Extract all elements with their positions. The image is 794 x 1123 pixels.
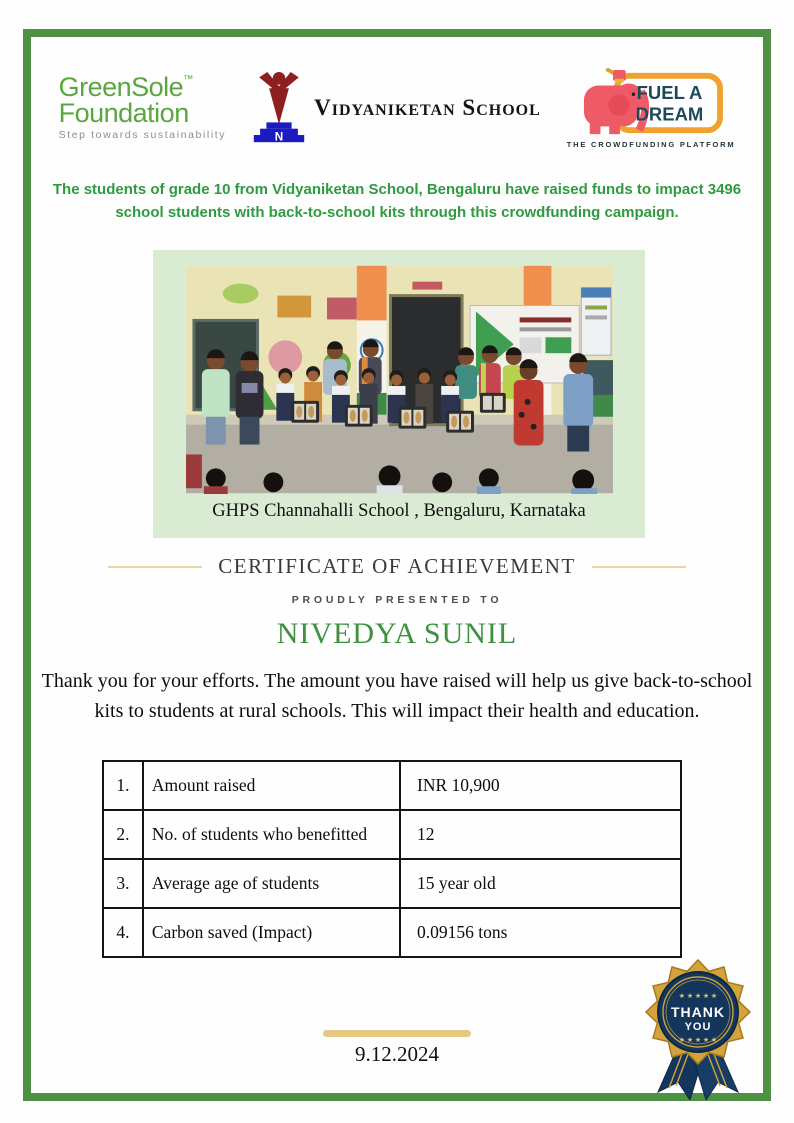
fueladream-tagline: THE CROWDFUNDING PLATFORM <box>566 139 736 149</box>
greensole-name: GreenSole <box>58 71 184 102</box>
photo-caption: GHPS Channahalli School , Bengaluru, Karnataka <box>212 501 586 521</box>
date-rule <box>323 1030 471 1037</box>
fueladream-line2: DREAM <box>635 103 704 124</box>
badge-stars-top: ★ ★ ★ ★ ★ <box>678 992 718 1000</box>
row-number: 2. <box>103 810 143 859</box>
row-number: 4. <box>103 908 143 957</box>
row-number: 3. <box>103 859 143 908</box>
row-number: 1. <box>103 761 143 810</box>
thank-you-badge <box>638 950 758 1100</box>
campaign-statement: The students of grade 10 from Vidyaniketan School, Bengaluru have raised funds to impact 3496 school students with back-to-school kits through this crowdfunding campaign. <box>52 181 742 222</box>
vidyaniketan-word: Vidyaniketan <box>314 95 456 120</box>
badge-thank: THANK <box>671 1004 725 1020</box>
greensole-name2: Foundation <box>58 97 189 128</box>
recipient-name: NIVEDYA SUNIL <box>276 617 518 650</box>
impact-table <box>102 760 682 958</box>
certificate-heading <box>108 554 686 579</box>
logo-row <box>0 62 794 154</box>
school-photo <box>186 265 613 494</box>
fueladream-elephant-icon <box>577 68 725 138</box>
fueladream-line1: FUEL A <box>636 81 703 103</box>
table-row <box>103 859 681 908</box>
heading-rule-left <box>108 566 202 568</box>
heading-rule-right <box>592 566 686 568</box>
row-label: Average age of students <box>143 859 400 908</box>
row-value: INR 10,900 <box>400 761 681 810</box>
table-row <box>103 761 681 810</box>
badge-you: YOU <box>684 1021 712 1033</box>
row-label: No. of students who benefitted <box>143 810 400 859</box>
certificate-title: CERTIFICATE OF ACHIEVEMENT <box>218 554 576 578</box>
presented-to-label: PROUDLY PRESENTED TO <box>291 594 503 606</box>
fueladream-logo <box>567 68 736 149</box>
row-value: 12 <box>400 810 681 859</box>
photo-panel <box>153 250 645 538</box>
row-value: 15 year old <box>400 859 681 908</box>
svg-text:N: N <box>274 130 284 144</box>
greensole-tagline: Step towards sustainability <box>58 129 227 142</box>
vidyaniketan-figure-icon <box>252 69 306 147</box>
row-label: Amount raised <box>143 761 400 810</box>
school-word: School <box>462 95 541 120</box>
vidyaniketan-school-logo <box>252 69 541 147</box>
trademark-symbol: ™ <box>183 73 194 85</box>
thank-you-message: Thank you for your efforts. The amount you have raised will help us give back-to-school kits to students at rural schools. This will impact their health and education. <box>41 670 753 722</box>
badge-stars-bottom: ★ ★ ★ ★ ★ <box>678 1036 718 1044</box>
row-value: 0.09156 tons <box>400 908 681 957</box>
greensole-foundation-logo <box>58 71 227 142</box>
table-row <box>103 810 681 859</box>
date-text: 9.12.2024 <box>355 1042 439 1066</box>
row-label: Carbon saved (Impact) <box>143 908 400 957</box>
rosette-ribbon-icon <box>638 950 758 1100</box>
table-row <box>103 908 681 957</box>
